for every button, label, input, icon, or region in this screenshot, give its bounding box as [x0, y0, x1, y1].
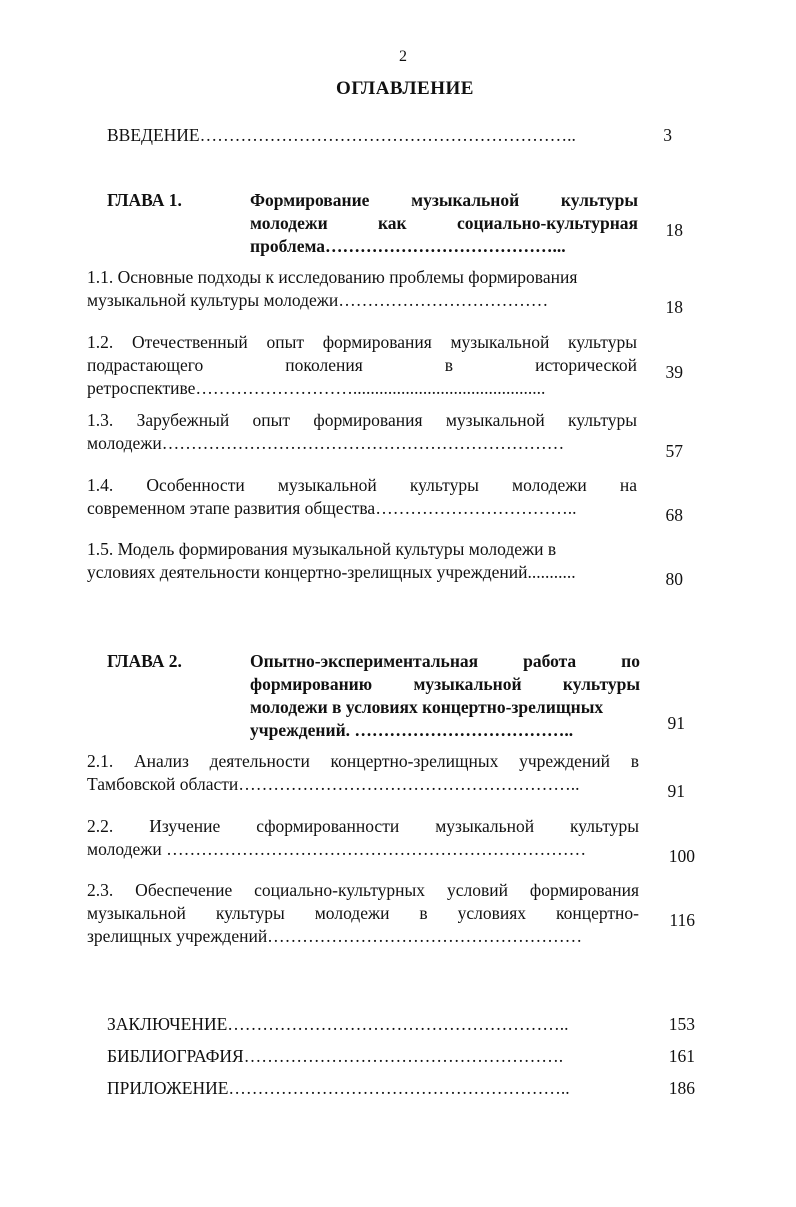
section-1-3-page: 57	[665, 441, 683, 461]
chapter-1-page: 18	[665, 220, 683, 240]
section-2-3-line-3[interactable]: зрелищных учреждений………………………………………………	[87, 926, 583, 946]
section-1-2-line-1[interactable]: 1.2. Отечественный опыт формирования музыкальной культуры	[87, 332, 637, 352]
section-1-2-line-2[interactable]: подрастающего поколения в исторической	[87, 355, 637, 375]
page-title: ОГЛАВЛЕНИЕ	[336, 78, 474, 99]
section-1-1-line-2[interactable]: музыкальной культуры молодежи………………………………	[87, 290, 549, 310]
toc-entry-conclusion[interactable]: ЗАКЛЮЧЕНИЕ…………………………………………………..	[107, 1014, 569, 1034]
toc-entry-introduction[interactable]: ВВЕДЕНИЕ………………………………………………………..	[107, 125, 576, 145]
section-1-2-line-3[interactable]: ретроспективе………………………............................................	[87, 378, 546, 398]
section-2-1-page: 91	[667, 781, 685, 801]
chapter-2-title-line-2[interactable]: формированию музыкальной культуры	[250, 674, 640, 694]
section-2-3-page: 116	[669, 910, 695, 930]
section-2-2-line-2[interactable]: молодежи ………………………………………………………………	[87, 839, 587, 859]
toc-entry-appendix[interactable]: ПРИЛОЖЕНИЕ…………………………………………………..	[107, 1078, 570, 1098]
section-2-2-page: 100	[668, 846, 695, 866]
section-1-1-page: 18	[665, 297, 683, 317]
chapter-2-title-line-3[interactable]: молодежи в условиях концертно-зрелищных	[250, 697, 604, 717]
toc-page-appendix: 186	[668, 1078, 695, 1098]
section-2-3-line-2[interactable]: музыкальной культуры молодежи в условиях концертно-	[87, 903, 639, 923]
section-1-4-line-1[interactable]: 1.4. Особенности музыкальной культуры молодежи на	[87, 475, 637, 495]
chapter-1-label: ГЛАВА 1.	[107, 190, 182, 210]
page-number: 2	[399, 48, 407, 65]
section-1-5-line-2[interactable]: условиях деятельности концертно-зрелищных учреждений...........	[87, 562, 576, 582]
section-2-1-line-1[interactable]: 2.1. Анализ деятельности концертно-зрелищных учреждений в	[87, 751, 639, 771]
section-2-1-line-2[interactable]: Тамбовской области…………………………………………………..	[87, 774, 580, 794]
toc-entry-bibliography[interactable]: БИБЛИОГРАФИЯ……………………………………………….	[107, 1046, 564, 1066]
section-1-2-page: 39	[665, 362, 683, 382]
section-1-4-page: 68	[665, 505, 683, 525]
section-1-5-page: 80	[665, 569, 683, 589]
chapter-1-title-line-2[interactable]: молодежи как социально-культурная	[250, 213, 638, 233]
section-1-3-line-2[interactable]: молодежи……………………………………………………………	[87, 433, 565, 453]
section-1-5-line-1[interactable]: 1.5. Модель формирования музыкальной культуры молодежи в	[87, 539, 557, 559]
chapter-2-page: 91	[667, 713, 685, 733]
section-1-4-line-2[interactable]: современном этапе развития общества……………………………..	[87, 498, 577, 518]
chapter-2-label: ГЛАВА 2.	[107, 651, 182, 671]
section-2-2-line-1[interactable]: 2.2. Изучение сформированности музыкальной культуры	[87, 816, 639, 836]
section-2-3-line-1[interactable]: 2.3. Обеспечение социально-культурных условий формирования	[87, 880, 639, 900]
section-1-3-line-1[interactable]: 1.3. Зарубежный опыт формирования музыкальной культуры	[87, 410, 637, 430]
toc-page-conclusion: 153	[668, 1014, 695, 1034]
chapter-2-title-line-1[interactable]: Опытно-экспериментальная работа по	[250, 651, 640, 671]
toc-page-bibliography: 161	[668, 1046, 695, 1066]
chapter-1-title-line-3[interactable]: проблема…………………………………...	[250, 236, 566, 256]
section-1-1-line-1[interactable]: 1.1. Основные подходы к исследованию проблемы формирования	[87, 267, 578, 287]
chapter-1-title-line-1[interactable]: Формирование музыкальной культуры	[250, 190, 638, 210]
chapter-2-title-line-4[interactable]: учреждений. ………………………………..	[250, 720, 574, 740]
toc-page-introduction: 3	[663, 125, 672, 145]
